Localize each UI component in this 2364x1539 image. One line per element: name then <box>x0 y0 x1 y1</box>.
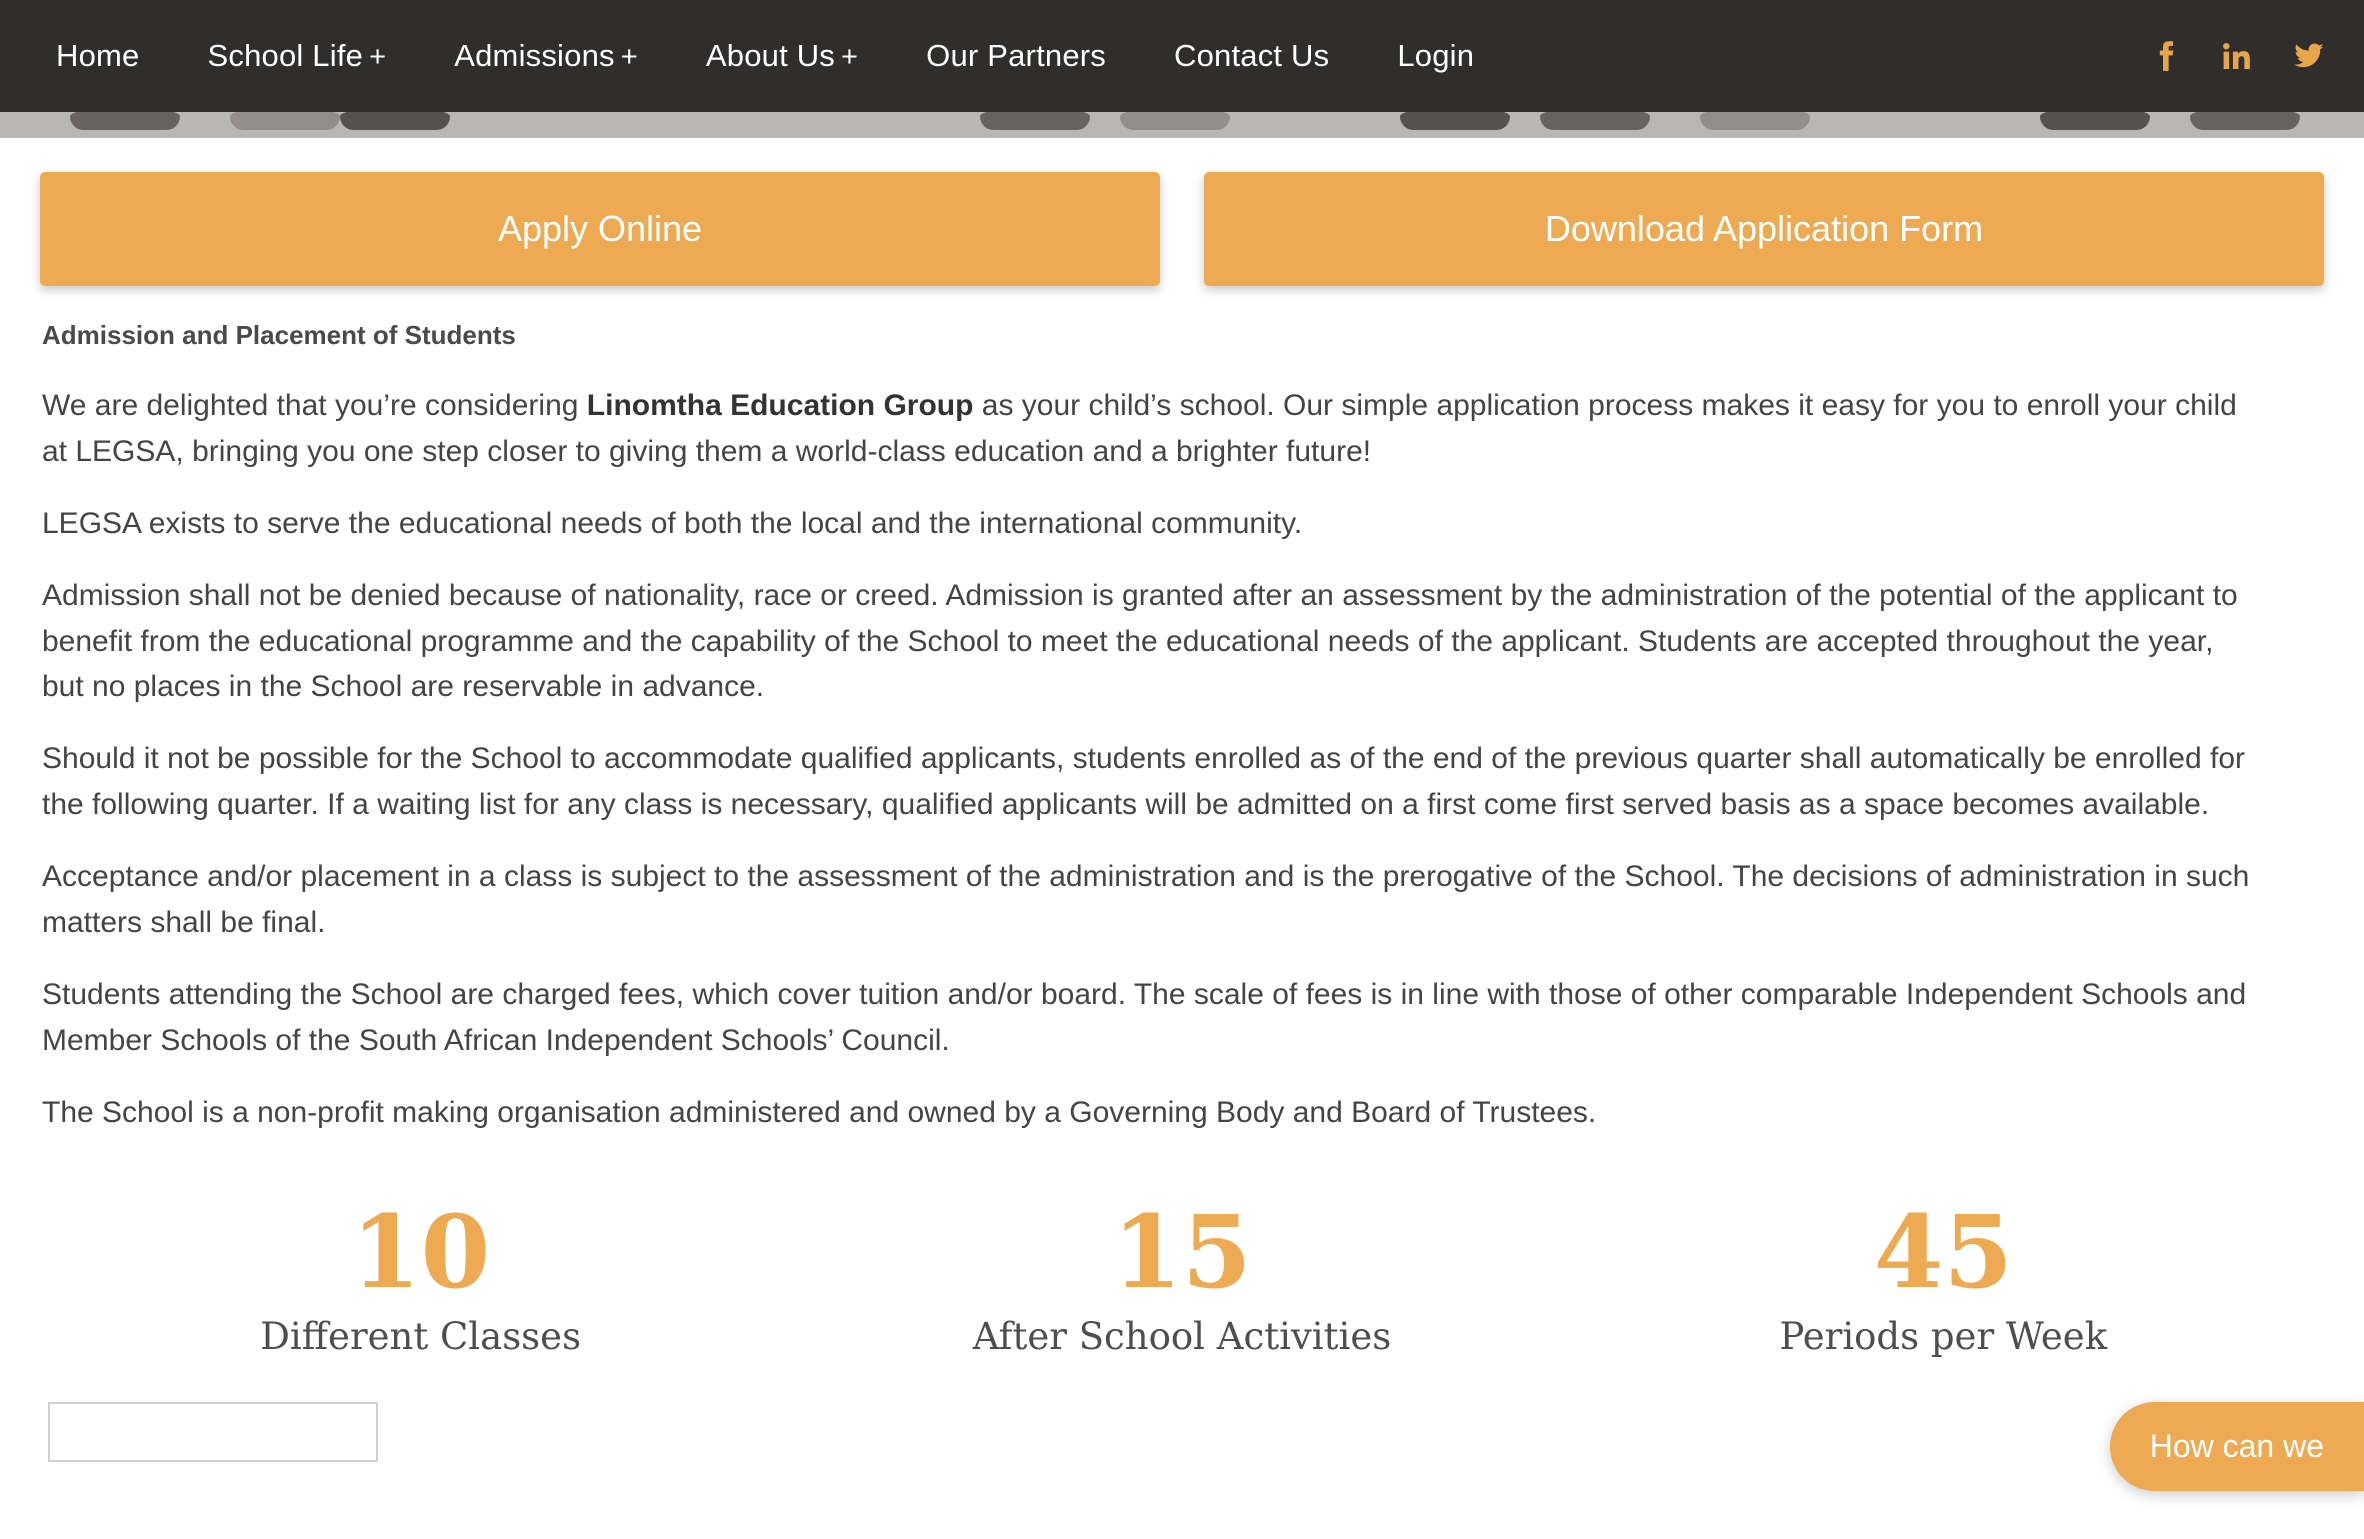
chat-widget-button[interactable]: How can we <box>2110 1402 2364 1491</box>
hero-image-strip <box>0 112 2364 138</box>
nav-item-label: About Us <box>705 38 835 73</box>
nav-item-label: Login <box>1397 38 1475 73</box>
stat-label: Periods per Week <box>1779 1314 2108 1358</box>
linkedin-icon[interactable] <box>2222 39 2252 73</box>
article-content <box>0 286 2300 1136</box>
paragraph: Students attending the School are charged fees, which cover tuition and/or board. The scale of fees is in line with those of other comparable Independent Schools and Member Schools of the South African Independent Schools’ Council. <box>42 977 2247 1057</box>
cta-button-row <box>0 138 2364 286</box>
nav-item-about-us[interactable] <box>672 38 892 74</box>
chevron-expand-icon: + <box>620 41 638 73</box>
page-title: Admission and Placement of Students <box>42 320 516 350</box>
content-placeholder-box <box>48 1402 378 1462</box>
nav-item-admissions[interactable] <box>420 38 672 74</box>
stat-number: 10 <box>351 1192 491 1311</box>
paragraph-emphasis: Linomtha Education Group <box>586 389 974 422</box>
nav-item-label: School Life <box>207 38 364 73</box>
nav-item-label: Our Partners <box>926 38 1106 73</box>
twitter-icon[interactable] <box>2294 39 2324 73</box>
stat-label: After School Activities <box>972 1314 1392 1358</box>
paragraph: Admission shall not be denied because of nationality, race or creed. Admission is granted after an assessment by the administration of the potential of the applicant to benefit from the educational programme and the capability of the School to meet the educational needs of the applicant. Students are accepted throughout the year, but no places in the School are reservable in advance. <box>42 578 2238 704</box>
paragraph: Acceptance and/or placement in a class is subject to the assessment of the administration and is the prerogative of the School. The decisions of administration in such matters shall be final. <box>42 860 2250 940</box>
statistics-row <box>0 1192 2364 1358</box>
nav-item-list <box>22 38 1508 74</box>
nav-item-school-life[interactable] <box>174 38 421 74</box>
download-application-form-button[interactable]: Download Application Form <box>1204 172 2324 286</box>
apply-online-button[interactable]: Apply Online <box>40 172 1160 286</box>
nav-item-label: Home <box>56 38 140 73</box>
paragraph: Should it not be possible for the School to accommodate qualified applicants, students enrolled as of the end of the previous quarter shall automatically be enrolled for the following quarter. If a waiting list for any class is necessary, qualified applicants will be admitted on a first come first served basis as a space becomes available. <box>42 742 2246 822</box>
paragraph: LEGSA exists to serve the educational needs of both the local and the international community. <box>42 506 1303 540</box>
stat-label: Different Classes <box>260 1314 582 1358</box>
chevron-expand-icon: + <box>841 41 859 73</box>
top-navigation-bar <box>0 0 2364 112</box>
facebook-icon[interactable] <box>2150 39 2180 73</box>
stat-number: 45 <box>1873 1192 2013 1311</box>
nav-item-our-partners[interactable] <box>892 38 1140 74</box>
chevron-expand-icon: + <box>369 41 387 73</box>
social-links <box>2150 39 2324 73</box>
paragraph-text-cont: as your child’s school. Our simple application process makes it easy for you to enroll your child at LEGSA, bringing you one step closer to giving them a world-class education and a brighter future! <box>42 389 2237 468</box>
stat-different-classes <box>40 1192 801 1358</box>
nav-item-label: Contact Us <box>1174 38 1330 73</box>
nav-item-label: Admissions <box>454 38 615 73</box>
stat-number: 15 <box>1112 1192 1252 1311</box>
stat-after-school-activities <box>801 1192 1562 1358</box>
nav-item-home[interactable] <box>22 38 174 74</box>
stat-periods-per-week <box>1563 1192 2324 1358</box>
nav-item-login[interactable] <box>1363 38 1508 74</box>
paragraph <box>42 383 2260 475</box>
paragraph: The School is a non-profit making organisation administered and owned by a Governing Body and Board of Trustees. <box>42 1095 1597 1129</box>
paragraph-text: We are delighted that you’re considering <box>42 389 587 422</box>
nav-item-contact-us[interactable] <box>1140 38 1363 74</box>
